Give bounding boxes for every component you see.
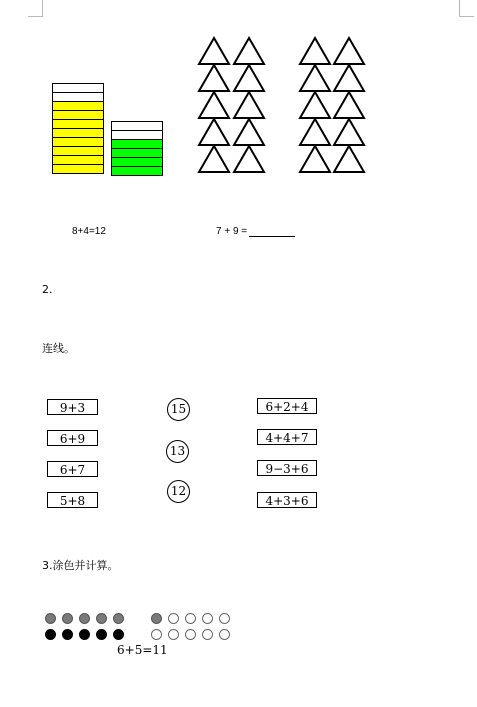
empty-dot[interactable] — [151, 629, 162, 640]
section-2-number: 2. — [42, 283, 53, 296]
empty-dot[interactable] — [202, 629, 213, 640]
triangle-shape — [334, 38, 364, 64]
shaded-dot[interactable] — [113, 613, 124, 624]
filled-dot[interactable] — [62, 629, 73, 640]
answer-circle[interactable]: 13 — [166, 440, 189, 463]
empty-dot[interactable] — [185, 629, 196, 640]
triangle-shape — [199, 65, 229, 91]
shaded-dot[interactable] — [151, 613, 162, 624]
empty-dot[interactable] — [219, 629, 230, 640]
triangle-group-left — [199, 38, 264, 172]
triangle-shape — [234, 119, 264, 145]
example-equation: 8+4=12 — [72, 226, 106, 237]
triangle-group-right — [300, 38, 364, 172]
triangle-shape — [334, 65, 364, 91]
empty-dot[interactable] — [202, 613, 213, 624]
triangle-shape — [334, 92, 364, 118]
triangle-shape — [300, 146, 330, 172]
section-3-equation: 6+5=11 — [117, 643, 168, 657]
right-expression-box[interactable]: 4+3+6 — [257, 492, 317, 508]
shaded-dot[interactable] — [96, 613, 107, 624]
empty-dot[interactable] — [219, 613, 230, 624]
triangle-shape — [334, 146, 364, 172]
triangle-shape — [300, 38, 330, 64]
right-expression-box[interactable]: 9−3+6 — [257, 460, 317, 476]
triangle-shape — [234, 38, 264, 64]
answer-blank[interactable] — [249, 227, 295, 237]
filled-dot[interactable] — [113, 629, 124, 640]
triangle-shape — [334, 119, 364, 145]
triangle-shape — [300, 65, 330, 91]
empty-dot[interactable] — [185, 613, 196, 624]
green-bar-stack — [112, 122, 163, 176]
answer-circle[interactable]: 12 — [167, 480, 190, 503]
shaded-dot[interactable] — [45, 613, 56, 624]
yellow-bar-stack — [53, 84, 104, 174]
answer-circle[interactable]: 15 — [167, 398, 190, 421]
triangle-shape — [234, 65, 264, 91]
triangle-shape — [199, 38, 229, 64]
left-expression-box[interactable]: 6+7 — [47, 461, 98, 477]
filled-dot[interactable] — [79, 629, 90, 640]
right-expression-box[interactable]: 4+4+7 — [257, 429, 317, 445]
fill-in-equation — [216, 226, 295, 237]
filled-dot[interactable] — [45, 629, 56, 640]
triangle-shape — [234, 92, 264, 118]
triangle-shape — [199, 146, 229, 172]
triangle-shape — [300, 92, 330, 118]
fill-in-equation-text: 7 + 9 = — [216, 226, 248, 237]
left-expression-box[interactable]: 5+8 — [47, 492, 98, 508]
section-3-title: 3.涂色并计算。 — [42, 559, 119, 572]
empty-dot[interactable] — [168, 613, 179, 624]
section-2-instruction: 连线。 — [42, 342, 75, 355]
left-expression-box[interactable]: 6+9 — [47, 430, 98, 446]
triangle-shape — [199, 92, 229, 118]
right-expression-box[interactable]: 6+2+4 — [257, 398, 317, 414]
counting-figure — [0, 0, 477, 210]
empty-dot[interactable] — [168, 629, 179, 640]
triangle-shape — [300, 119, 330, 145]
shaded-dot[interactable] — [62, 613, 73, 624]
triangle-shape — [199, 119, 229, 145]
left-expression-box[interactable]: 9+3 — [47, 399, 98, 415]
filled-dot[interactable] — [96, 629, 107, 640]
triangle-shape — [234, 146, 264, 172]
shaded-dot[interactable] — [79, 613, 90, 624]
